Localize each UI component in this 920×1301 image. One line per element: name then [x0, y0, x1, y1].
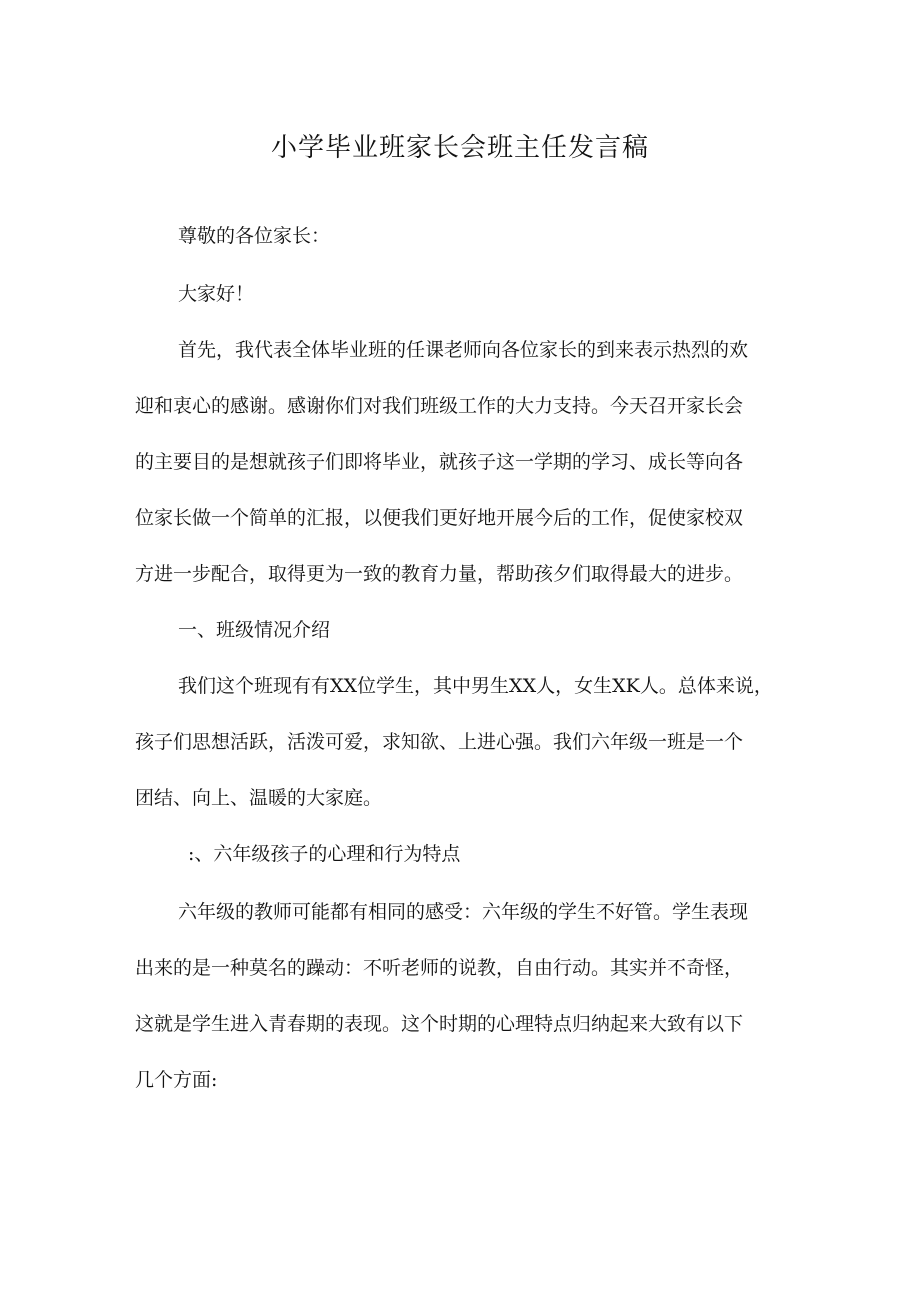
- paragraph-1-line-2: 迎和衷心的感谢。感谢你们对我们班级工作的大力支持。今天召开家长会: [135, 395, 744, 417]
- paragraph-2-line-1: 我们这个班现有有XX位学生，其中男生XX人，女生XK人。总体来说，: [178, 675, 773, 697]
- paragraph-3-line-2: 出来的是一种莫名的躁动：不听老师的说教，自由行动。其实并不奇怪，: [135, 957, 744, 979]
- greeting: 大家好！: [178, 283, 255, 305]
- paragraph-2-line-3: 团结、向上、温暖的大家庭。: [135, 787, 383, 809]
- salutation: 尊敬的各位家长：: [178, 225, 331, 247]
- paragraph-1-line-1: 首先，我代表全体毕业班的任课老师向各位家长的到来表示热烈的欢: [178, 339, 749, 361]
- paragraph-1-line-4: 位家长做一个简单的汇报，以便我们更好地开展今后的工作，促使家校双: [135, 507, 744, 529]
- paragraph-3-line-3: 这就是学生进入青春期的表现。这个时期的心理特点归纳起来大致有以下: [135, 1013, 744, 1035]
- section-heading-1: 一、班级情况介绍: [178, 619, 331, 641]
- paragraph-3-line-1: 六年级的教师可能都有相同的感受：六年级的学生不好管。学生表现: [178, 901, 749, 923]
- section-heading-2: :、六年级孩子的心理和行为特点: [188, 843, 461, 865]
- document-title: 小学毕业班家长会班主任发言稿: [270, 133, 649, 163]
- paragraph-1-line-5: 方进一步配合，取得更为一致的教育力量，帮助孩夕们取得最大的进步。: [135, 563, 744, 585]
- paragraph-3-line-4: 几个方面:: [135, 1069, 218, 1091]
- paragraph-2-line-2: 孩子们思想活跃，活泼可爱，求知欲、上进心强。我们六年级一班是一个: [135, 731, 744, 753]
- paragraph-1-line-3: 的主要目的是想就孩子们即将毕业，就孩子这一学期的学习、成长等向各: [135, 451, 744, 473]
